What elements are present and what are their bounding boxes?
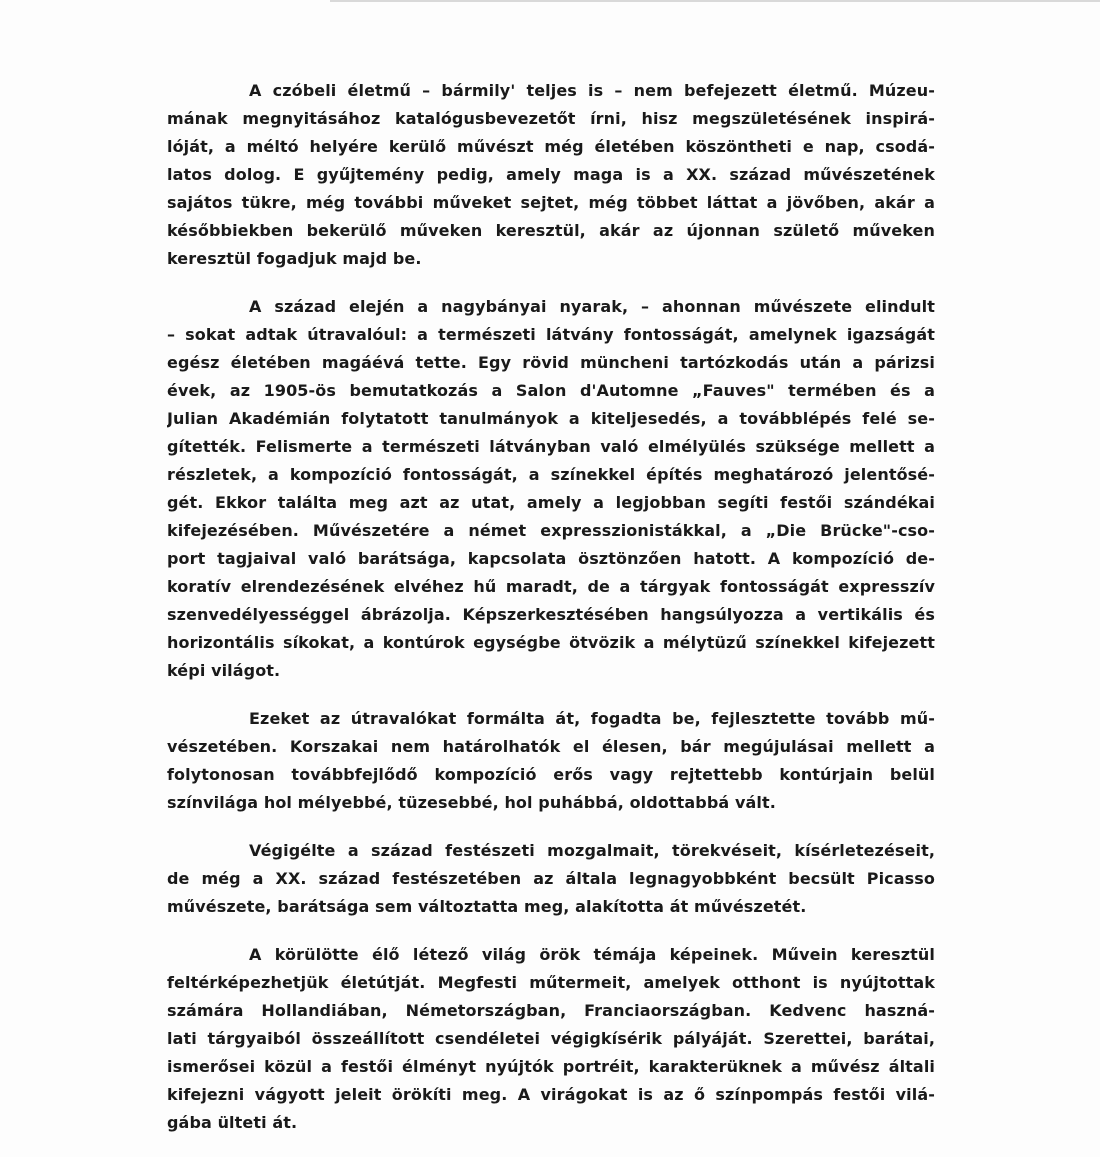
paragraph-3 [167,705,935,817]
text-line: évek, az 1905-ös bemutatkozás a Salon d'Automne „Fauves" termében és a [167,381,935,400]
page-top-edge [330,0,1100,2]
text-line: gítették. Felismerte a természeti látványban való elmélyülés szüksége mellett a [167,437,935,456]
text-line: Julian Akadémián folytatott tanulmányok a kiteljesedés, a továbblépés felé se- [167,409,935,428]
text-line: lóját, a méltó helyére kerülő művészt még életében köszöntheti e nap, csodá- [167,137,935,156]
text-line: ismerősei közül a festői élményt nyújtók portréit, karakterüknek a művész általi [167,1057,935,1076]
text-line: A körülötte élő létező világ örök témája képeinek. Művein keresztül [249,945,935,964]
text-line: számára Hollandiában, Németországban, Franciaországban. Kedvenc haszná- [167,1001,935,1020]
text-line: koratív elrendezésének elvéhez hű maradt, de a tárgyak fontosságát expresszív [167,577,935,596]
text-line: egész életében magáévá tette. Egy rövid müncheni tartózkodás után a párizsi [167,353,935,372]
text-line: gába ülteti át. [167,1113,298,1132]
text-line: sajátos tükre, még további műveket sejtet, még többet láttat a jövőben, akár a [167,193,935,212]
text-line: képi világot. [167,661,281,680]
text-line: feltérképezhetjük életútját. Megfesti műtermeit, amelyek otthont is nyújtottak [167,973,935,992]
text-line: – sokat adtak útravalóul: a természeti látvány fontosságát, amelynek igazságát [167,325,935,344]
text-line: Végigélte a század festészeti mozgalmait, törekvéseit, kísérletezéseit, [249,841,935,860]
paragraph-2 [167,293,935,685]
text-line: vészetében. Korszakai nem határolhatók el élesen, bár megújulásai mellett a [167,737,935,756]
text-line: színvilága hol mélyebbé, tüzesebbé, hol puhábbá, oldottabbá vált. [167,793,776,812]
text-line: port tagjaival való barátsága, kapcsolata ösztönzően hatott. A kompozíció de- [167,549,935,568]
body-text [167,77,935,1157]
text-line: gét. Ekkor találta meg azt az utat, amely a legjobban segíti festői szándékai [167,493,935,512]
paragraph-1 [167,77,935,273]
text-line: folytonosan továbbfejlődő kompozíció erős vagy rejtettebb kontúrjain belül [167,765,935,784]
text-line: későbbiekben bekerülő műveken keresztül, akár az újonnan születő műveken [167,221,935,240]
text-line: lati tárgyaiból összeállított csendéletei végigkísérik pályáját. Szerettei, barátai, [167,1029,935,1048]
text-line: művészete, barátsága sem változtatta meg, alakította át művészetét. [167,897,807,916]
text-line: részletek, a kompozíció fontosságát, a színekkel építés meghatározó jelentősé- [167,465,935,484]
text-line: kifejezésében. Művészetére a német expresszionistákkal, a „Die Brücke"-cso- [167,521,935,540]
text-line: latos dolog. E gyűjtemény pedig, amely maga is a XX. század művészetének [167,165,935,184]
text-line: Ezeket az útravalókat formálta át, fogadta be, fejlesztette tovább mű- [249,709,935,728]
text-line: A század elején a nagybányai nyarak, – ahonnan művészete elindult [249,297,935,316]
text-line: horizontális síkokat, a kontúrok egységbe ötvözik a mélytüzű színekkel kifejezett [167,633,935,652]
text-line: A czóbeli életmű – bármily' teljes is – nem befejezett életmű. Múzeu- [249,81,935,100]
text-line: kifejezni vágyott jeleit örökíti meg. A virágokat is az ő színpompás festői vilá- [167,1085,935,1104]
paragraph-4 [167,837,935,921]
paragraph-5 [167,941,935,1137]
text-line: de még a XX. század festészetében az általa legnagyobbként becsült Picasso [167,869,935,888]
text-line: mának megnyitásához katalógusbevezetőt írni, hisz megszületésének inspirá- [167,109,935,128]
text-line: keresztül fogadjuk majd be. [167,249,422,268]
text-line: szenvedélyességgel ábrázolja. Képszerkesztésében hangsúlyozza a vertikális és [167,605,935,624]
